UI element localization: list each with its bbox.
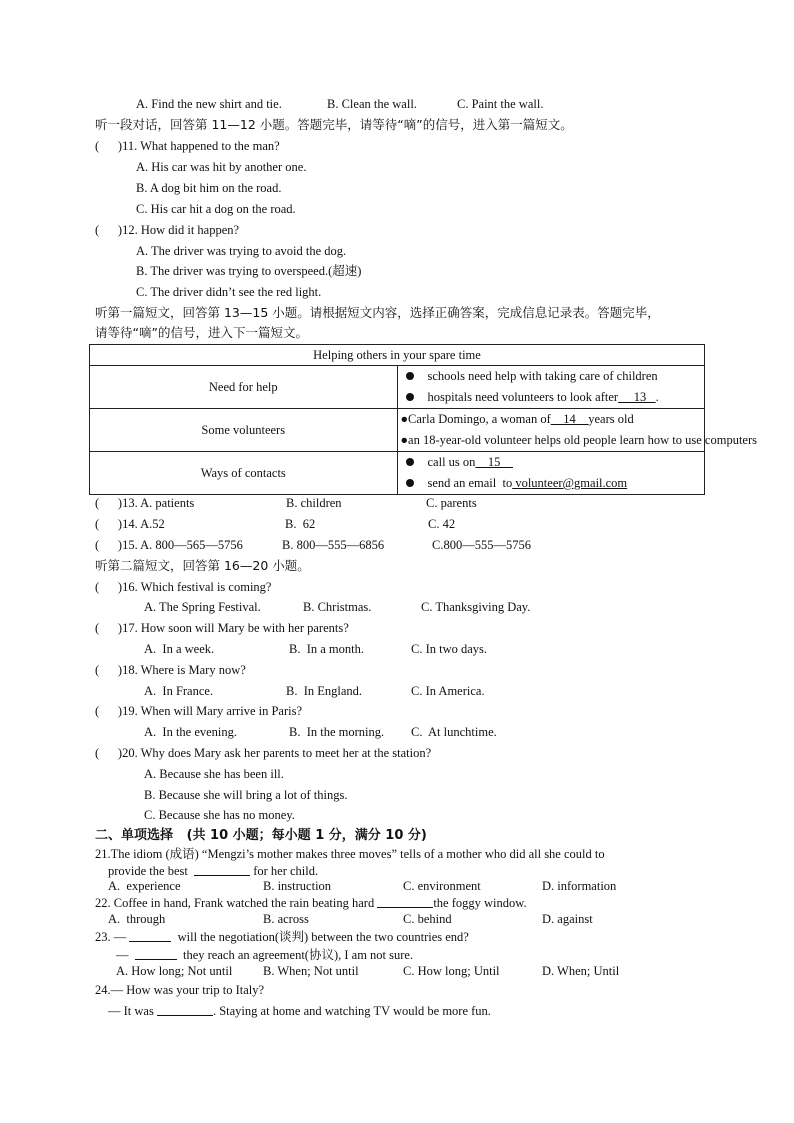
q22-line1-post: the foggy window. [433,896,527,910]
contact-item-1: call us on [427,455,476,469]
info-record-table [89,344,758,495]
q21-option-c: C. environment [403,879,481,893]
email-link[interactable]: volunteer@gmail.com [512,476,628,490]
q17-option-b: B. In a month. [289,642,364,656]
q16-stem: ( )16. Which festival is coming? [95,580,272,594]
q24-line2-post: . Staying at home and watching TV would be more fun. [212,1004,491,1018]
q22-option-c: C. behind [403,912,452,926]
row-contacts-label: Ways of contacts [90,452,398,495]
q12-option-b: B. The driver was trying to overspeed.(超速) [136,264,362,278]
q18-option-c: C. In America. [411,684,485,698]
q23-blank-2[interactable] [135,948,177,960]
q19-option-a: A. In the evening. [144,725,238,739]
q14-option-c: C. 42 [428,517,456,531]
q19-option-b: B. In the morning. [289,725,385,739]
q16-option-a: A. The Spring Festival. [144,600,261,614]
q24-line2-pre: — It was [108,1004,154,1018]
instruction-11-12: 听一段对话，回答第 11—12 小题。答题完毕，请等待“嘀”的信号，进入第一篇短文。 [95,117,573,132]
q13-stem: ( )13. A. patients [95,496,195,510]
bullet-icon [406,372,414,380]
bullet-icon [406,479,414,487]
q15-option-b: B. 800—555—6856 [282,538,385,552]
q17-option-a: A. In a week. [144,642,215,656]
row-contacts-content [397,452,705,495]
q23-blank-1[interactable] [129,930,171,942]
q23-option-d: D. When; Until [542,964,620,978]
q12-stem: ( )12. How did it happen? [95,223,240,237]
row-volunteers-label: Some volunteers [90,409,398,452]
q18-option-b: B. In England. [286,684,363,698]
contact-item-2: send an email to [427,476,513,490]
q22-blank[interactable] [377,896,433,908]
volunteer-item-1-end: years old [588,412,634,426]
q10-option-a: A. Find the new shirt and tie. [136,97,282,111]
q21-blank[interactable] [194,864,250,876]
section2-heading: 二、单项选择 (共 10 小题；每小题 1 分，满分 10 分) [95,828,427,843]
need-help-item-2: hospitals need volunteers to look after [427,390,619,404]
q21-option-a: A. experience [108,879,181,893]
q21-option-b: B. instruction [263,879,332,893]
q11-option-a: A. His car was hit by another one. [136,160,307,174]
q23-line1-post: will the negotiation(谈判) between the two countries end? [177,930,469,944]
q18-stem: ( )18. Where is Mary now? [95,663,246,677]
q23-option-a: A. How long; Not until [116,964,233,978]
q17-option-c: C. In two days. [411,642,488,656]
q23-line2-pre: — [116,948,129,962]
q23-line1 [95,930,469,944]
q14-option-b: B. 62 [285,517,316,531]
q24-line2 [108,1004,491,1018]
q21-line1: 21.The idiom (成语) “Mengzi’s mother makes three moves” tells of a mother who did all she could to [95,847,605,861]
q11-stem: ( )11. What happened to the man? [95,139,280,153]
q10-option-b: B. Clean the wall. [327,97,417,111]
q12-option-a: A. The driver was trying to avoid the dog. [136,244,347,258]
q18-option-a: A. In France. [144,684,214,698]
blank-13[interactable]: 13 [618,390,656,404]
q22-option-b: B. across [263,912,309,926]
q22-line1 [95,896,527,910]
q12-option-c: C. The driver didn’t see the red light. [136,285,322,299]
q21-line2-pre: provide the best [108,864,188,878]
q23-option-c: C. How long; Until [403,964,500,978]
blank-14[interactable]: 14 [550,412,589,426]
q20-option-c: C. Because she has no money. [144,808,295,822]
q23-line1-pre: 23. — [95,930,127,944]
instruction-13-15-line1: 听第一篇短文，回答第 13—15 小题。请根据短文内容，选择正确答案，完成信息记录表。答题完毕， [95,305,660,320]
need-help-item-2-end: . [655,390,659,404]
q13-option-c: C. parents [426,496,477,510]
table-title: Helping others in your spare time [90,345,705,366]
row-need-for-help-label: Need for help [90,366,398,409]
q21-line2-post: for her child. [253,864,319,878]
q19-option-c: C. At lunchtime. [411,725,497,739]
q11-option-c: C. His car hit a dog on the road. [136,202,296,216]
bullet-icon [406,458,414,466]
row-volunteers-content [397,409,758,452]
q24-line1: 24.— How was your trip to Italy? [95,983,265,997]
q20-option-b: B. Because she will bring a lot of things. [144,788,348,802]
q23-line2 [116,948,413,962]
q14-stem: ( )14. A.52 [95,517,165,531]
q11-option-b: B. A dog bit him on the road. [136,181,282,195]
q23-line2-post: they reach an agreement(协议), I am not sure. [183,948,414,962]
volunteer-item-2: ●an 18-year-old volunteer helps old people learn how to use computers [400,433,758,447]
q17-stem: ( )17. How soon will Mary be with her parents? [95,621,349,635]
bullet-icon [406,393,414,401]
q20-option-a: A. Because she has been ill. [144,767,284,781]
q19-stem: ( )19. When will Mary arrive in Paris? [95,704,303,718]
q21-line2 [108,864,318,878]
blank-15[interactable]: 15 [475,455,513,469]
q10-option-c: C. Paint the wall. [457,97,544,111]
q13-option-b: B. children [286,496,342,510]
q16-option-b: B. Christmas. [303,600,372,614]
q15-stem: ( )15. A. 800—565—5756 [95,538,243,552]
q22-option-a: A. through [108,912,166,926]
q15-option-c: C.800—555—5756 [432,538,531,552]
row-need-for-help-content [397,366,705,409]
instruction-13-15-line2: 请等待“嘀”的信号，进入下一篇短文。 [95,325,308,340]
q22-line1-pre: 22. Coffee in hand, Frank watched the rain beating hard [95,896,375,910]
q21-option-d: D. information [542,879,617,893]
q24-blank[interactable] [157,1004,213,1016]
need-help-item-1: schools need help with taking care of children [427,369,658,383]
q16-option-c: C. Thanksgiving Day. [421,600,531,614]
volunteer-item-1: ●Carla Domingo, a woman of [400,412,551,426]
q20-stem: ( )20. Why does Mary ask her parents to meet her at the station? [95,746,432,760]
q23-option-b: B. When; Not until [263,964,359,978]
instruction-16-20: 听第二篇短文，回答第 16—20 小题。 [95,558,310,573]
q22-option-d: D. against [542,912,593,926]
